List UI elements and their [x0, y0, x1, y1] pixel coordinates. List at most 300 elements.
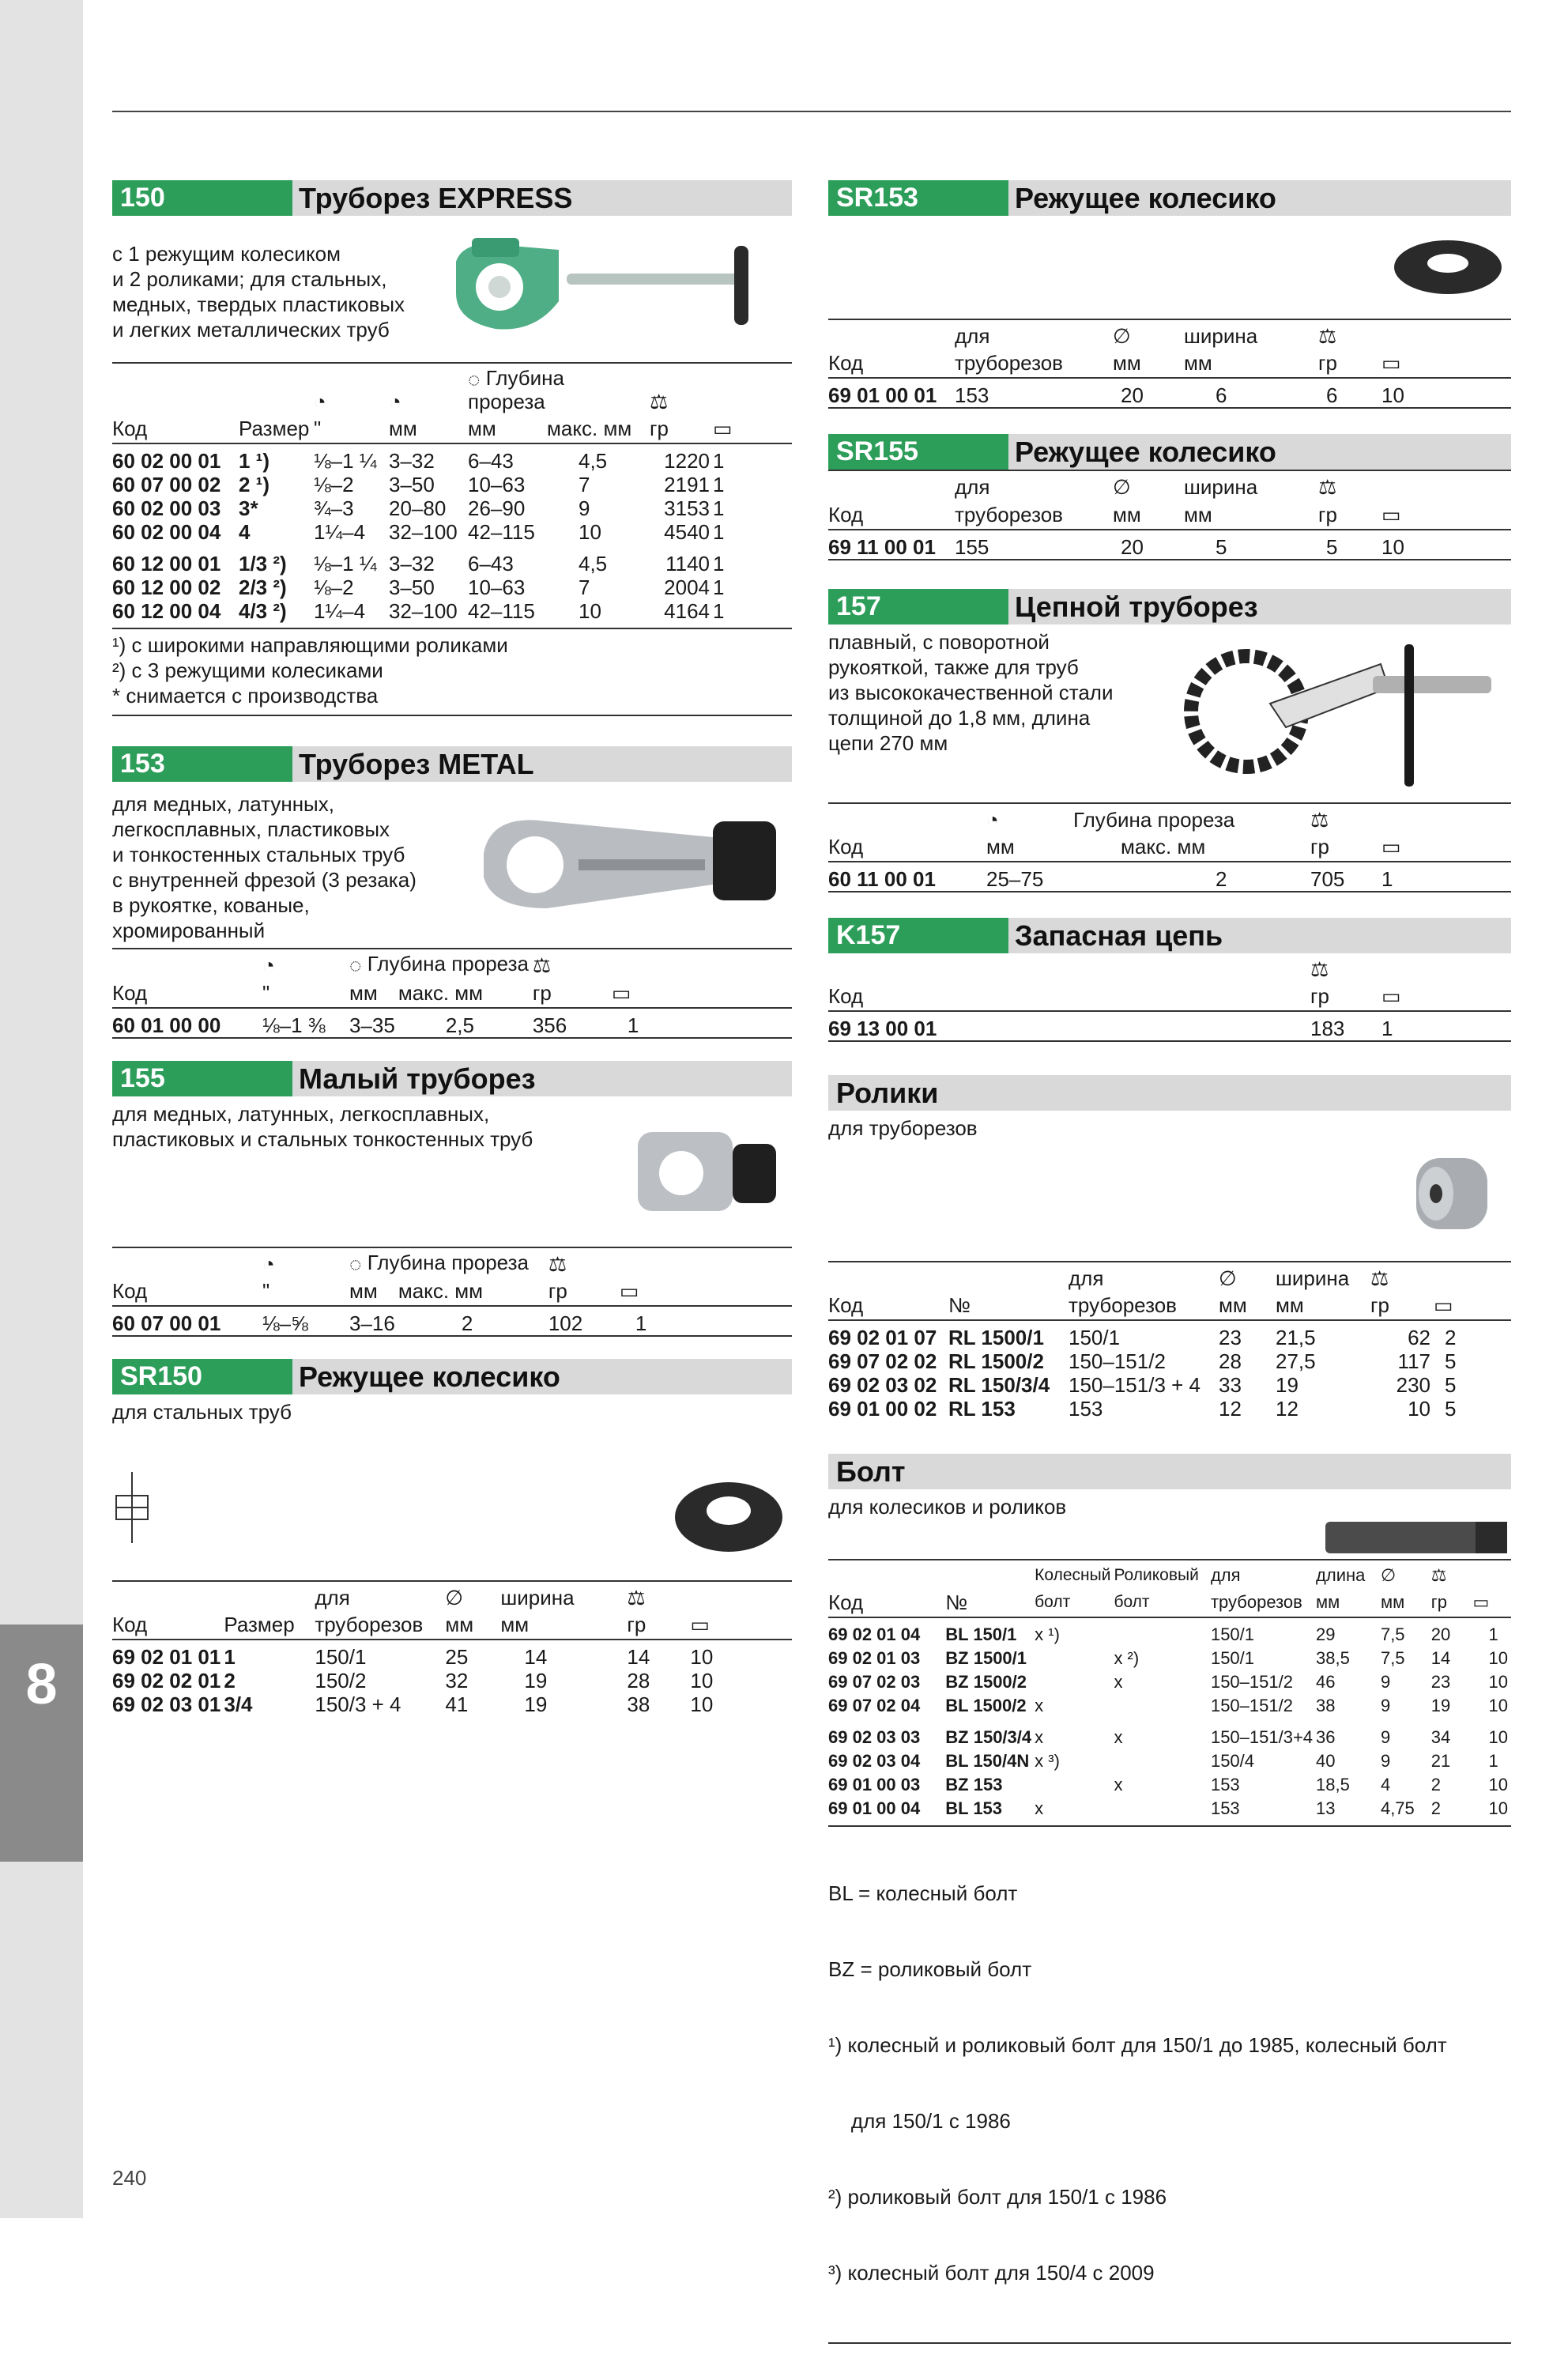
th: [1073, 803, 1310, 831]
cell: 7,5: [1380, 1624, 1405, 1644]
table-row: [112, 1306, 792, 1336]
col-for: для: [955, 470, 1113, 498]
cell: 7,5: [1380, 1647, 1405, 1668]
th: [1318, 470, 1381, 498]
pipe-diameter-inch-icon: ◔: [262, 1251, 275, 1276]
cell: [1114, 1797, 1211, 1821]
cell: [1035, 1647, 1114, 1670]
th: [1318, 319, 1381, 347]
wheel-profile-diagram-icon: [112, 1472, 292, 1547]
cell: 60 12 00 01: [112, 552, 221, 576]
cell: 1140: [665, 552, 710, 576]
col-for: труборезов: [955, 498, 1113, 529]
table-row: [112, 544, 792, 575]
cell: BZ 150/3/4: [945, 1726, 1032, 1747]
section-title: Болт: [836, 1455, 906, 1489]
cell: 153: [1069, 1397, 1103, 1421]
table-row: [112, 520, 792, 544]
cell: 27,5: [1276, 1349, 1316, 1374]
section-153: [112, 746, 792, 1038]
cell: 5: [1216, 534, 1227, 559]
col-for: для: [315, 1581, 445, 1609]
note: BL = колесный болт: [828, 1881, 1018, 1905]
section-description: [828, 1489, 1066, 1519]
cell: x ¹): [1035, 1624, 1060, 1644]
cell: 3–32: [389, 552, 435, 576]
cell: 4,5: [579, 552, 608, 576]
cell: x ³): [1035, 1750, 1060, 1771]
cell: 150/4: [1210, 1750, 1255, 1771]
col-for: труборезов: [315, 1609, 445, 1640]
package-icon: ▭: [611, 980, 631, 1005]
cell: 69 02 01 01: [112, 1645, 221, 1669]
th: [1434, 1262, 1511, 1289]
col-mm: мм: [349, 1275, 398, 1306]
cell: RL 153: [948, 1397, 1016, 1421]
cell: 12: [1276, 1397, 1298, 1421]
col-mm: мм: [349, 976, 398, 1007]
cell: 1/3 ²): [239, 552, 287, 576]
cell: 60 11 00 01: [828, 866, 936, 891]
cell: 60 12 00 04: [112, 599, 221, 624]
package-icon: ▭: [619, 1278, 639, 1303]
section-title: Запасная цепь: [1015, 919, 1223, 952]
small-pipe-cutter-image: [618, 1096, 792, 1239]
table-row: [828, 1349, 1511, 1373]
cell: 102: [548, 1311, 583, 1335]
cell: 1: [1488, 1624, 1498, 1644]
col-mm: мм: [1184, 498, 1318, 529]
col-depth: макс. мм: [398, 976, 533, 1007]
col-depth: макс. мм: [398, 1275, 548, 1306]
col-for: труборезов: [1211, 1587, 1316, 1617]
col-len: длина: [1316, 1560, 1381, 1587]
col-width: ширина: [1184, 470, 1318, 498]
cell: 40: [1316, 1750, 1336, 1771]
section-description: [112, 1096, 533, 1152]
cell: 1: [713, 552, 725, 576]
cell: 9: [579, 496, 590, 521]
cell: [1114, 1749, 1211, 1773]
desc-line: из высококачественной стали: [828, 680, 1114, 704]
section-description: [828, 1111, 978, 1141]
th: [828, 1262, 948, 1289]
desc-line: пластиковых и стальных тонкостенных труб: [112, 1126, 533, 1151]
cell: BL 153: [945, 1798, 1003, 1818]
cell: 1: [713, 473, 725, 497]
cell: 2004: [664, 575, 710, 600]
cell: 60 02 00 03: [112, 496, 221, 521]
th: [945, 1560, 1035, 1587]
cell: 4/3 ²): [239, 599, 287, 624]
cell: 1¼–4: [314, 599, 366, 624]
cell: 356: [532, 1013, 567, 1037]
right-column: [828, 180, 1511, 2366]
col-no: №: [948, 1289, 1069, 1320]
cell: BL 150/4N: [945, 1750, 1030, 1771]
col-dia: ∅: [445, 1581, 500, 1609]
cutting-wheel-image: [1385, 220, 1511, 315]
table-row: [828, 1773, 1511, 1797]
cell: 69 07 02 03: [828, 1671, 921, 1692]
desc-line: в рукоятке, кованые,: [112, 893, 310, 918]
th: [112, 949, 262, 976]
section-header: [828, 180, 1511, 216]
col-code: Код: [828, 498, 955, 529]
desc-with-diagram: [112, 1394, 292, 1547]
cell: 10–63: [468, 575, 526, 600]
chapter-number: 8: [25, 1653, 58, 1716]
cell: BZ 1500/1: [945, 1647, 1027, 1668]
section-header: [828, 434, 1511, 470]
spec-table: [112, 948, 792, 1038]
section-code: 155: [112, 1061, 292, 1096]
col-code: Код: [828, 1587, 945, 1617]
cell: 150–151/2: [1210, 1695, 1293, 1715]
th: [828, 1560, 945, 1587]
desc-line: хромированный: [112, 919, 266, 943]
desc-block: [112, 1394, 792, 1580]
table-row: [828, 1749, 1511, 1773]
col-mm: мм: [1316, 1587, 1381, 1617]
cell: 230: [1396, 1373, 1430, 1398]
desc-block: [828, 1489, 1511, 1559]
cell: 10: [1488, 1695, 1508, 1715]
weight-icon: ⚖: [627, 1585, 646, 1609]
cell: 19: [524, 1669, 548, 1692]
package-icon: ▭: [1472, 1591, 1490, 1612]
section-k157: [828, 918, 1511, 1042]
section-title: Малый труборез: [299, 1062, 536, 1095]
cell: 3/4: [224, 1692, 253, 1716]
cell: 20–80: [389, 496, 447, 521]
cell: 10: [579, 520, 601, 545]
cell: 155: [955, 534, 989, 559]
cell: 3153: [664, 496, 710, 521]
cell: 1220: [664, 449, 710, 474]
cell: 6: [1216, 383, 1227, 408]
footnotes: [112, 628, 792, 716]
col-inch: ": [314, 413, 389, 443]
cell: 7: [579, 473, 590, 497]
cell: 60 07 00 02: [112, 473, 221, 497]
col-weight: гр: [548, 1275, 620, 1306]
cell: 69 07 02 02: [828, 1349, 937, 1374]
col-weight: гр: [1310, 980, 1381, 1011]
cell: 150–151/2: [1210, 1671, 1293, 1692]
cell: 1: [713, 575, 725, 600]
cell: 69 01 00 02: [828, 1397, 937, 1421]
cell: 3–35: [349, 1013, 395, 1037]
weight-icon: ⚖: [1310, 807, 1329, 832]
note: * снимается с производства: [112, 684, 379, 708]
cell: 1¼–4: [314, 520, 366, 545]
cell: 2: [1430, 1774, 1441, 1794]
cell: 2 ¹): [239, 473, 270, 497]
table-row: [828, 1617, 1511, 1647]
th: [468, 363, 650, 413]
cell: [1114, 1617, 1211, 1647]
cell: 19: [524, 1692, 548, 1716]
section-rollers: [828, 1075, 1511, 1421]
cell: 69 02 03 01: [112, 1692, 221, 1716]
cell: 10: [1381, 534, 1404, 559]
cell: 3–50: [389, 473, 435, 497]
table-row: [828, 1797, 1511, 1821]
cell: x ²): [1114, 1647, 1140, 1668]
cell: 2: [1445, 1326, 1457, 1350]
desc-block: [828, 625, 1511, 802]
col-pack: [1381, 831, 1511, 862]
th: [1381, 803, 1511, 831]
note: ²) с 3 режущими колесиками: [112, 658, 383, 683]
desc-line: с внутренней фрезой (3 резака): [112, 868, 416, 892]
table-row: [828, 1011, 1511, 1041]
cell: 6: [1326, 383, 1338, 408]
section-code: SR153: [828, 180, 1008, 216]
col-for: для: [955, 319, 1113, 347]
cell: 10: [1488, 1671, 1508, 1692]
pipe-cutter-metal-image: [460, 786, 792, 944]
desc-block: [828, 216, 1511, 319]
side-strip: [0, 0, 83, 2218]
col-inch: ": [262, 976, 349, 1007]
cell: 1: [224, 1645, 236, 1669]
cell: 14: [627, 1645, 650, 1669]
cell: 5: [1326, 534, 1338, 559]
th: [828, 470, 955, 498]
cell: 2,5: [445, 1013, 474, 1037]
cell: ¾–3: [314, 496, 354, 521]
cell: ⅛–⅝: [262, 1311, 308, 1335]
cell: x: [1035, 1695, 1044, 1715]
col-mm: мм: [1184, 347, 1318, 378]
col-label: Глубина прореза: [367, 952, 529, 976]
desc-line: и легких металлических труб: [112, 317, 390, 342]
cell: 10: [690, 1645, 714, 1669]
cell: 42–115: [468, 520, 535, 545]
col-mm: мм: [1381, 1587, 1431, 1617]
th: [224, 1581, 315, 1609]
cell: 60 02 00 01: [112, 449, 221, 474]
col-mm: мм: [1276, 1289, 1370, 1320]
roller-image: [1385, 1126, 1511, 1261]
col-code: Код: [828, 980, 1310, 1011]
section-title: Режущее колесико: [1015, 182, 1276, 214]
cell: 19: [1430, 1695, 1451, 1715]
cell: 7: [579, 575, 590, 600]
th: [612, 949, 792, 976]
spec-table: [828, 1559, 1511, 1820]
cell: 20: [1121, 383, 1144, 408]
table-row: [112, 599, 792, 623]
th: [713, 363, 792, 413]
cell: 153: [1210, 1798, 1240, 1818]
cell: 10: [1381, 383, 1404, 408]
cell: 4: [239, 520, 251, 545]
cell: 14: [1430, 1647, 1451, 1668]
section-sr155: [828, 434, 1511, 560]
cell: [1114, 1694, 1211, 1718]
col-label: Глубина прореза: [468, 366, 565, 414]
spec-table: [828, 802, 1511, 892]
th: [1381, 470, 1511, 498]
cell: 69 01 00 04: [828, 1798, 921, 1818]
cell: 38,5: [1316, 1647, 1350, 1668]
cell: 4164: [664, 599, 710, 624]
cell: 2: [1430, 1798, 1441, 1818]
weight-icon: ⚖: [1370, 1266, 1389, 1291]
cell: 25–75: [986, 866, 1044, 891]
section-header: [828, 1075, 1511, 1111]
col-size: Размер: [224, 1609, 315, 1640]
weight-icon: ⚖: [1318, 324, 1337, 349]
section-157: [828, 589, 1511, 892]
cell: x: [1114, 1726, 1123, 1747]
col-wheel: болт: [1035, 1587, 1114, 1617]
col-code: Код: [112, 1275, 262, 1306]
cell: 6–43: [468, 449, 514, 474]
table-row: [112, 496, 792, 520]
footnotes: [828, 1825, 1511, 2344]
col-roll: Роликовый: [1114, 1560, 1211, 1587]
cell: 69 02 03 04: [828, 1750, 921, 1771]
section-header: [112, 746, 792, 782]
package-icon: ▭: [1381, 984, 1401, 1008]
th: [1381, 953, 1511, 980]
cell: 4540: [664, 520, 710, 545]
cell: 183: [1310, 1017, 1345, 1040]
cell: ⅛–2: [314, 575, 354, 600]
table-end: [112, 1336, 792, 1337]
spec-table: [828, 953, 1511, 1042]
section-code: 157: [828, 589, 1008, 625]
cell: [1035, 1773, 1114, 1797]
note: ¹) колесный и роликовый болт для 150/1 до 1985, колесный болт: [828, 2032, 1447, 2057]
col-code: Код: [828, 831, 986, 862]
cell: 69 01 00 01: [828, 383, 937, 408]
cell: 23: [1430, 1671, 1451, 1692]
cell: 150/1: [315, 1645, 367, 1669]
cut-depth-icon: ◌: [349, 1251, 362, 1276]
section-header: [112, 1061, 792, 1096]
th: [112, 1247, 262, 1275]
cell: 60 01 00 00: [112, 1013, 221, 1037]
cell: 38: [627, 1692, 650, 1716]
note: ²) роликовый болт для 150/1 с 1986: [828, 2184, 1167, 2209]
col-no: №: [945, 1587, 1035, 1617]
page-number: 240: [112, 2166, 147, 2190]
desc-line: цепи 270 мм: [828, 730, 948, 755]
cell: ⅛–1 ¼: [314, 449, 377, 474]
cell: 150/1: [1069, 1326, 1121, 1350]
table-end: [112, 1038, 792, 1039]
package-icon: ▭: [690, 1613, 710, 1636]
cell: 5: [1445, 1373, 1457, 1398]
cell: ⅛–1 ⅜: [262, 1013, 326, 1037]
table-row: [828, 862, 1511, 892]
cell: x: [1035, 1726, 1044, 1747]
spec-table: [112, 362, 792, 623]
table-row: [828, 1694, 1511, 1718]
cell: RL 1500/2: [948, 1349, 1044, 1374]
cell: 5: [1445, 1349, 1457, 1374]
section-code: SR150: [112, 1359, 292, 1394]
table-row: [112, 1008, 792, 1038]
cell: 34: [1430, 1726, 1451, 1747]
cell: 153: [955, 383, 989, 408]
cell: 1: [713, 520, 725, 545]
th: [389, 363, 468, 413]
cell: 150–151/3+4: [1210, 1726, 1314, 1747]
cell: 13: [1316, 1798, 1336, 1818]
desc-line: и тонкостенных стальных труб: [112, 843, 405, 867]
desc-line: с 1 режущим колесиком: [112, 241, 341, 266]
col-weight: гр: [627, 1609, 690, 1640]
th: [349, 949, 533, 976]
section-155: [112, 1061, 792, 1337]
pipe-diameter-inch-icon: ◔: [262, 953, 275, 978]
col-dia: ∅: [1113, 319, 1184, 347]
desc-block: [112, 216, 792, 362]
cell: BZ 153: [945, 1774, 1003, 1794]
cell: 1 ¹): [239, 449, 270, 474]
cell: 69 02 01 04: [828, 1624, 921, 1644]
cell: 9: [1380, 1695, 1391, 1715]
col-pack: [1381, 980, 1511, 1011]
col-pack: [1381, 498, 1511, 529]
cell: 12: [1219, 1397, 1242, 1421]
bolt-image: [1321, 1505, 1511, 1568]
cell: 29: [1316, 1624, 1336, 1644]
desc-block: [828, 1111, 1511, 1261]
section-code: 153: [112, 746, 292, 782]
pipe-diameter-icon: ◔: [986, 807, 999, 832]
th: [548, 1247, 620, 1275]
table-row: [112, 1669, 792, 1692]
cell: 4: [1380, 1774, 1391, 1794]
cell: 10–63: [468, 473, 526, 497]
cell: ⅛–2: [314, 473, 354, 497]
package-icon: ▭: [1434, 1293, 1453, 1318]
desc-line: толщиной до 1,8 мм, длина: [828, 705, 1091, 730]
cell: 32–100: [389, 599, 458, 624]
cell: x: [1035, 1798, 1044, 1818]
th: [627, 1581, 690, 1609]
col-for: труборезов: [955, 347, 1113, 378]
cell: 42–115: [468, 599, 535, 624]
cell: 10: [579, 599, 601, 624]
section-code: 150: [112, 180, 292, 216]
col-mm: мм: [986, 831, 1073, 862]
cell: 1: [713, 449, 725, 474]
col-inch: ": [262, 1275, 349, 1306]
cell: 69 02 02 01: [112, 1669, 221, 1692]
col-mm: мм: [500, 1609, 627, 1640]
col-pack: [690, 1609, 792, 1640]
desc-line: для медных, латунных, легкосплавных,: [112, 1101, 490, 1126]
th: [112, 1581, 224, 1609]
th: [828, 803, 986, 831]
cell: RL 150/3/4: [948, 1373, 1050, 1398]
section-description: [112, 1394, 292, 1425]
cell: 41: [445, 1692, 469, 1716]
table-row: [828, 1718, 1511, 1749]
pipe-cutter-express-image: [436, 222, 792, 357]
table-row: [828, 1320, 1511, 1349]
col-weight: гр: [1318, 347, 1381, 378]
top-rule: [112, 111, 1511, 112]
